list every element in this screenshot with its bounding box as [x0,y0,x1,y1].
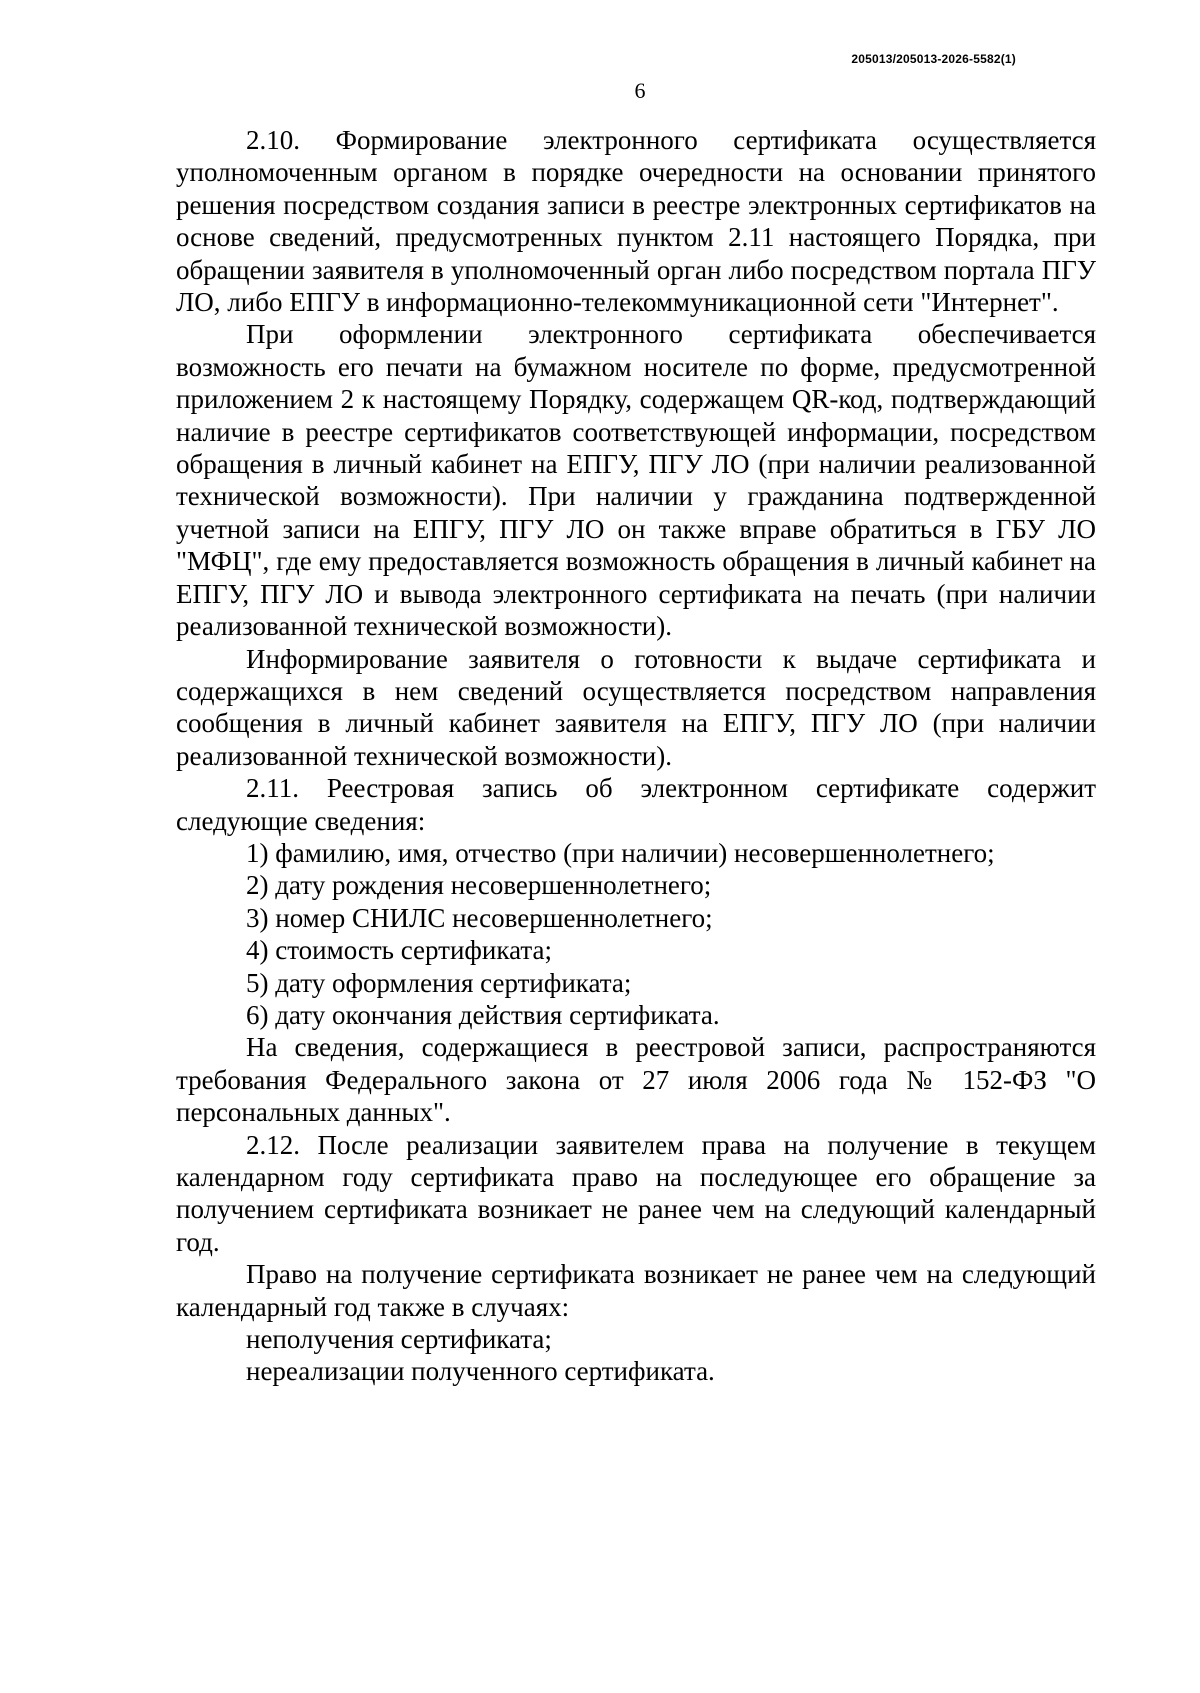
paragraph-right-cases: Право на получение сертификата возникает не ранее чем на следующий календарный год также в случаях: [176,1259,1096,1322]
list-item-full-name: 1) фамилию, имя, отчество (при наличии) несовершеннолетнего; [246,837,995,868]
list-item-birth-date: 2) дату рождения несовершеннолетнего; [246,870,712,901]
list-item-not-received: неполучения сертификата; [246,1324,552,1355]
list-item-not-used: нереализации полученного сертификата. [246,1356,715,1387]
paragraph-applicant-notification: Информирование заявителя о готовности к выдаче сертификата и содержащихся в нем сведений осуществляется посредством направления сообщения в личный кабинет заявителя на ЕПГУ, ПГУ ЛО (при наличии реализованной технической возможности). [176,643,1096,771]
paragraph-certificate-printing: При оформлении электронного сертификата обеспечивается возможность его печати на бумажном носителе по форме, предусмотренной приложением 2 к настоящему Порядку, содержащем QR-код, подтверждающий наличие в реестре сертификатов соответствующей информации, посредством обращения в личный кабинет на ЕПГУ, ПГУ ЛО (при наличии реализованной технической возможности). При наличии у гражданина подтвержденной учетной записи на ЕПГУ, ПГУ ЛО он также вправе обратиться в ГБУ ЛО "МФЦ", где ему предоставляется возможность обращения в личный кабинет на ЕПГУ, ПГУ ЛО и вывода электронного сертификата на печать (при наличии реализованной технической возможности). [176,319,1096,642]
paragraph-personal-data: На сведения, содержащиеся в реестровой записи, распространяются требования Федерального закона от 27 июля 2006 года № 152-ФЗ "О персональных данных". [176,1032,1096,1128]
document-body [176,124,1096,1388]
list-item-expiry-date: 6) дату окончания действия сертификата. [246,999,720,1030]
list-item-issue-date: 5) дату оформления сертификата; [246,967,632,998]
list-item-snils: 3) номер СНИЛС несовершеннолетнего; [246,902,713,933]
document-registration-number: 205013/205013-2026-5582(1) [851,52,1016,66]
paragraph-2-12: 2.12. После реализации заявителем права на получение в текущем календарном году сертификата право на последующее его обращение за получением сертификата возникает не ранее чем на следующий календарный год. [176,1129,1096,1257]
page-number: 6 [634,78,646,103]
paragraph-2-11: 2.11. Реестровая запись об электронном сертификате содержит следующие сведения: [176,773,1096,836]
paragraph-2-10: 2.10. Формирование электронного сертификата осуществляется уполномоченным органом в порядке очередности на основании принятого решения посредством создания записи в реестре электронных сертификатов на основе сведений, предусмотренных пунктом 2.11 настоящего Порядка, при обращении заявителя в уполномоченный орган либо посредством портала ПГУ ЛО, либо ЕПГУ в информационно-телекоммуникационной сети "Интернет". [176,125,1096,318]
list-item-certificate-cost: 4) стоимость сертификата; [246,935,552,966]
